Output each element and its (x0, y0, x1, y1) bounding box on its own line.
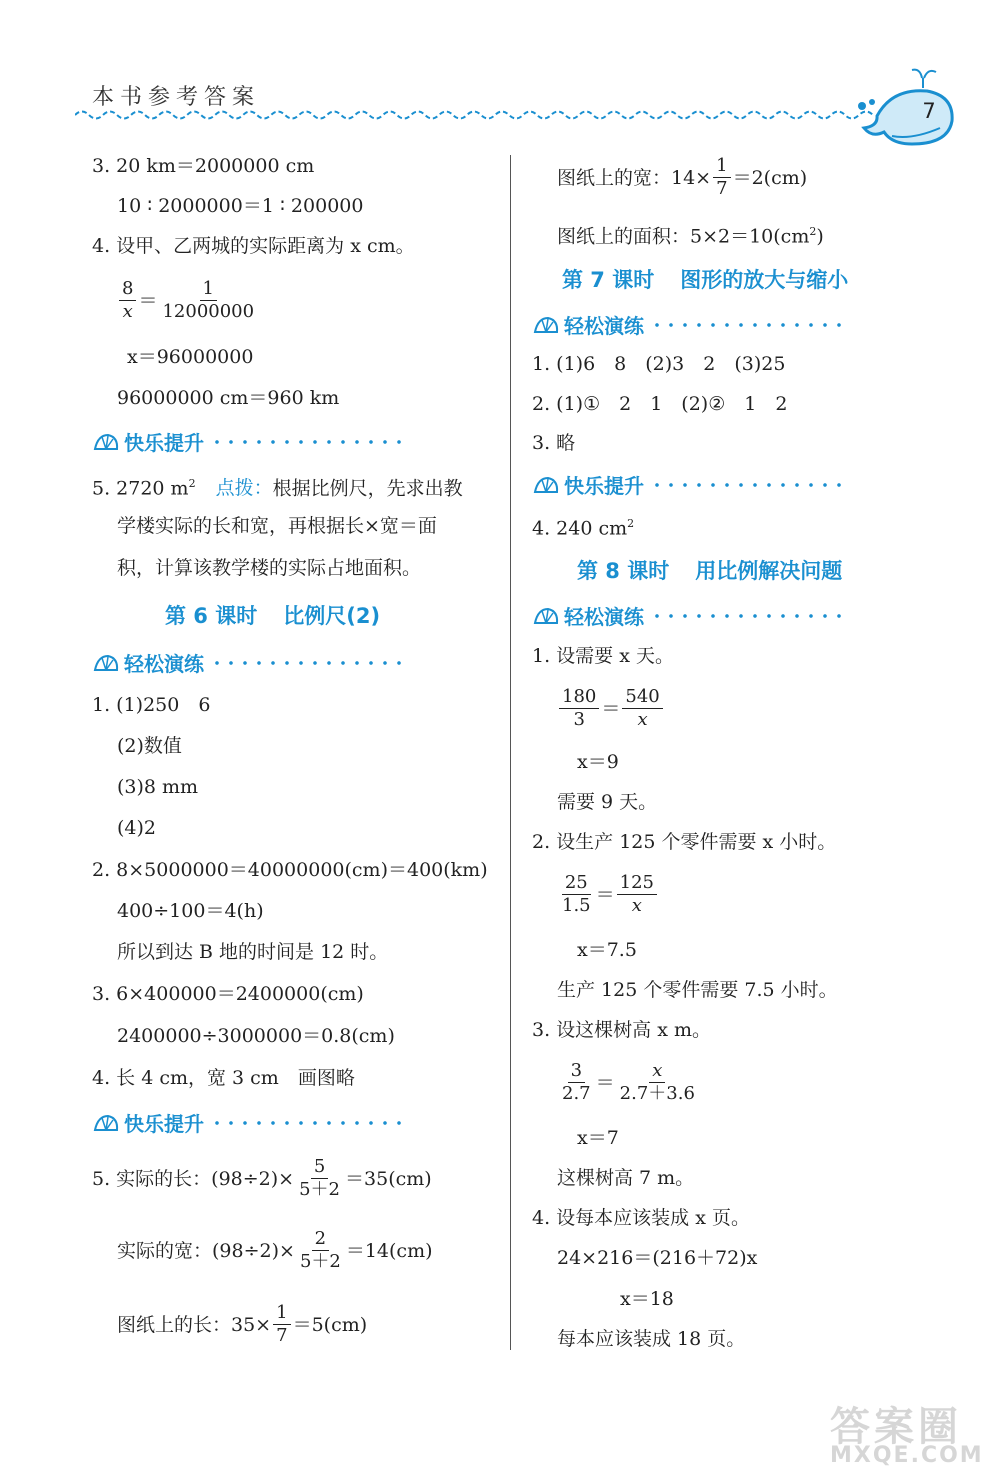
answer-line: 每本应该装成 18 页。 (557, 1328, 746, 1350)
lesson-name: 图形的放大与缩小 (680, 268, 849, 292)
denominator: x (631, 895, 642, 916)
shell-icon (532, 314, 560, 336)
lesson-number: 第 6 课时 (165, 604, 258, 628)
answer-line: 2. (1)① 2 1 (2)② 1 2 (532, 393, 788, 415)
text: 5. 实际的长：(98÷2)× (92, 1167, 295, 1190)
numerator: 8 (119, 278, 136, 301)
section-easy-practice (532, 601, 850, 630)
section-label: 快乐提升 (124, 431, 204, 455)
answer-line: 24×216＝(216＋72)x (557, 1247, 758, 1269)
answer-line: 2. 设生产 125 个零件需要 x 小时。 (532, 831, 837, 853)
text: 5. 2720 m (92, 477, 189, 500)
equation: $\frac{3}{2.7}$ ＝ $\frac{x}{2.7+3.6}$ (557, 1060, 700, 1105)
text: 图纸上的长：35× (117, 1313, 272, 1336)
text: ＝14(cm) (345, 1239, 433, 1262)
denominator: 5＋2 (299, 1179, 341, 1200)
numerator: 540 (622, 686, 662, 709)
answer-line: 学楼实际的长和宽，再根据长×宽＝面 (117, 515, 437, 537)
section-label: 快乐提升 (564, 474, 644, 498)
answer-line: 400÷100＝4(h) (117, 900, 264, 922)
answer-line (92, 472, 463, 500)
numerator: 1 (273, 1302, 290, 1325)
answer-line (557, 220, 824, 248)
shell-icon (532, 605, 560, 627)
section-happy-improve (92, 1108, 410, 1137)
answer-line: x＝7 (577, 1127, 619, 1149)
answer-line: (2)数值 (117, 735, 182, 757)
answer-line: 3. 略 (532, 432, 576, 454)
answer-line: x＝96000000 (127, 346, 254, 368)
text: ＝5(cm) (292, 1313, 368, 1336)
denominator: 2.7 (562, 1083, 591, 1104)
answer-line: 2400000÷3000000＝0.8(cm) (117, 1025, 395, 1047)
text: 4. 240 cm (532, 517, 628, 540)
equation (117, 1302, 367, 1347)
lesson-title (562, 264, 848, 294)
equation: $\frac{180}{3}$ ＝ $\frac{540}{x}$ (557, 686, 665, 731)
dotted-line (650, 480, 850, 490)
wavy-divider (75, 106, 875, 124)
numerator: 125 (617, 872, 657, 895)
answer-line: 4. 设甲、乙两城的实际距离为 x cm。 (92, 235, 415, 257)
answer-line: 3. 20 km＝2000000 cm (92, 155, 315, 177)
shell-icon (92, 1112, 120, 1134)
denominator: x (637, 709, 648, 730)
answer-line: 10 ∶ 2000000＝1 ∶ 200000 (117, 195, 364, 217)
section-label: 轻松演练 (124, 652, 204, 676)
denominator: 5＋2 (299, 1251, 341, 1272)
section-label: 快乐提升 (124, 1112, 204, 1136)
equation (117, 1228, 433, 1273)
dotted-line (650, 611, 850, 621)
superscript: 2 (627, 517, 635, 530)
answer-line: 96000000 cm＝960 km (117, 387, 340, 409)
lesson-number: 第 7 课时 (562, 268, 655, 292)
section-label: 轻松演练 (564, 605, 644, 629)
equation (92, 1156, 432, 1201)
numerator: 1 (713, 155, 730, 178)
answer-line: 4. 设每本应该装成 x 页。 (532, 1207, 750, 1229)
section-easy-practice (532, 310, 850, 339)
column-divider (510, 155, 511, 1350)
answer-line: 生产 125 个零件需要 7.5 小时。 (557, 979, 838, 1001)
text: 图纸上的面积：5×2＝10(cm (557, 225, 810, 248)
superscript: 2 (809, 225, 817, 238)
answer-line: 需要 9 天。 (557, 791, 658, 813)
answer-line: 4. 长 4 cm，宽 3 cm 画图略 (92, 1067, 355, 1089)
dotted-line (650, 320, 850, 330)
answer-line: 1. (1)250 6 (92, 694, 211, 716)
lesson-name: 比例尺(2) (283, 604, 381, 628)
shell-icon (92, 431, 120, 453)
superscript: 2 (188, 477, 196, 490)
answer-line: x＝18 (620, 1288, 674, 1310)
section-happy-improve (92, 427, 410, 456)
numerator: 25 (562, 872, 591, 895)
answer-line: 这棵树高 7 m。 (557, 1167, 695, 1189)
denominator: 1.5 (562, 895, 591, 916)
numerator: 180 (559, 686, 599, 709)
equation: $\frac{25}{1.5}$ ＝ $\frac{125}{x}$ (557, 872, 659, 917)
dotted-line (210, 437, 410, 447)
answer-line: (3)8 mm (117, 776, 199, 798)
answer-line: 1. 设需要 x 天。 (532, 645, 674, 667)
denominator: 7 (276, 1325, 288, 1346)
lesson-title (165, 600, 380, 630)
answer-line: 3. 6×400000＝2400000(cm) (92, 983, 364, 1005)
equation: $\frac{8}{x}$ ＝ $\frac{1}{12000000}$ (117, 278, 259, 323)
denominator: 3 (573, 709, 585, 730)
text: 图纸上的宽：14× (557, 166, 712, 189)
text: ＝2(cm) (732, 166, 808, 189)
answer-line: 所以到达 B 地的时间是 12 时。 (117, 941, 389, 963)
text: ) (816, 225, 824, 248)
text: ＝35(cm) (345, 1167, 432, 1190)
answer-line: 1. (1)6 8 (2)3 2 (3)25 (532, 353, 786, 375)
equation (557, 155, 807, 200)
denominator: 2.7＋3.6 (619, 1083, 695, 1104)
watermark-url: MXQE.COM (830, 1443, 984, 1468)
denominator: 12000000 (162, 301, 255, 322)
denominator: 7 (716, 178, 728, 199)
dotted-line (210, 1118, 410, 1128)
answer-line: (4)2 (117, 817, 157, 839)
answer-line (532, 512, 634, 540)
lesson-number: 第 8 课时 (577, 559, 670, 583)
denominator: x (122, 301, 133, 322)
whale-icon (852, 66, 962, 156)
hint-label: 点拨： (215, 477, 273, 500)
answer-line: x＝7.5 (577, 939, 637, 961)
numerator: 1 (200, 278, 217, 301)
shell-icon (532, 474, 560, 496)
numerator: 5 (311, 1156, 328, 1179)
numerator: 3 (568, 1060, 585, 1083)
numerator: 2 (312, 1228, 329, 1251)
lesson-name: 用比例解决问题 (695, 559, 843, 583)
shell-icon (92, 652, 120, 674)
watermark-text: 答案圈 (830, 1404, 962, 1450)
answer-line: 积，计算该教学楼的实际占地面积。 (117, 557, 422, 579)
answer-line: x＝9 (577, 751, 619, 773)
watermark-logo (820, 1395, 984, 1470)
dotted-line (210, 658, 410, 668)
answer-line: 2. 8×5000000＝40000000(cm)＝400(km) (92, 859, 488, 881)
numerator: x (649, 1060, 665, 1083)
page-number: 7 (922, 99, 936, 123)
section-happy-improve (532, 470, 850, 499)
section-easy-practice (92, 648, 410, 677)
running-header: 本书参考答案 (92, 85, 261, 110)
section-label: 轻松演练 (564, 314, 644, 338)
text: 实际的宽：(98÷2)× (117, 1239, 295, 1262)
lesson-title (577, 555, 842, 585)
text: 根据比例尺，先求出教 (272, 477, 463, 500)
answer-line: 3. 设这棵树高 x m。 (532, 1019, 711, 1041)
